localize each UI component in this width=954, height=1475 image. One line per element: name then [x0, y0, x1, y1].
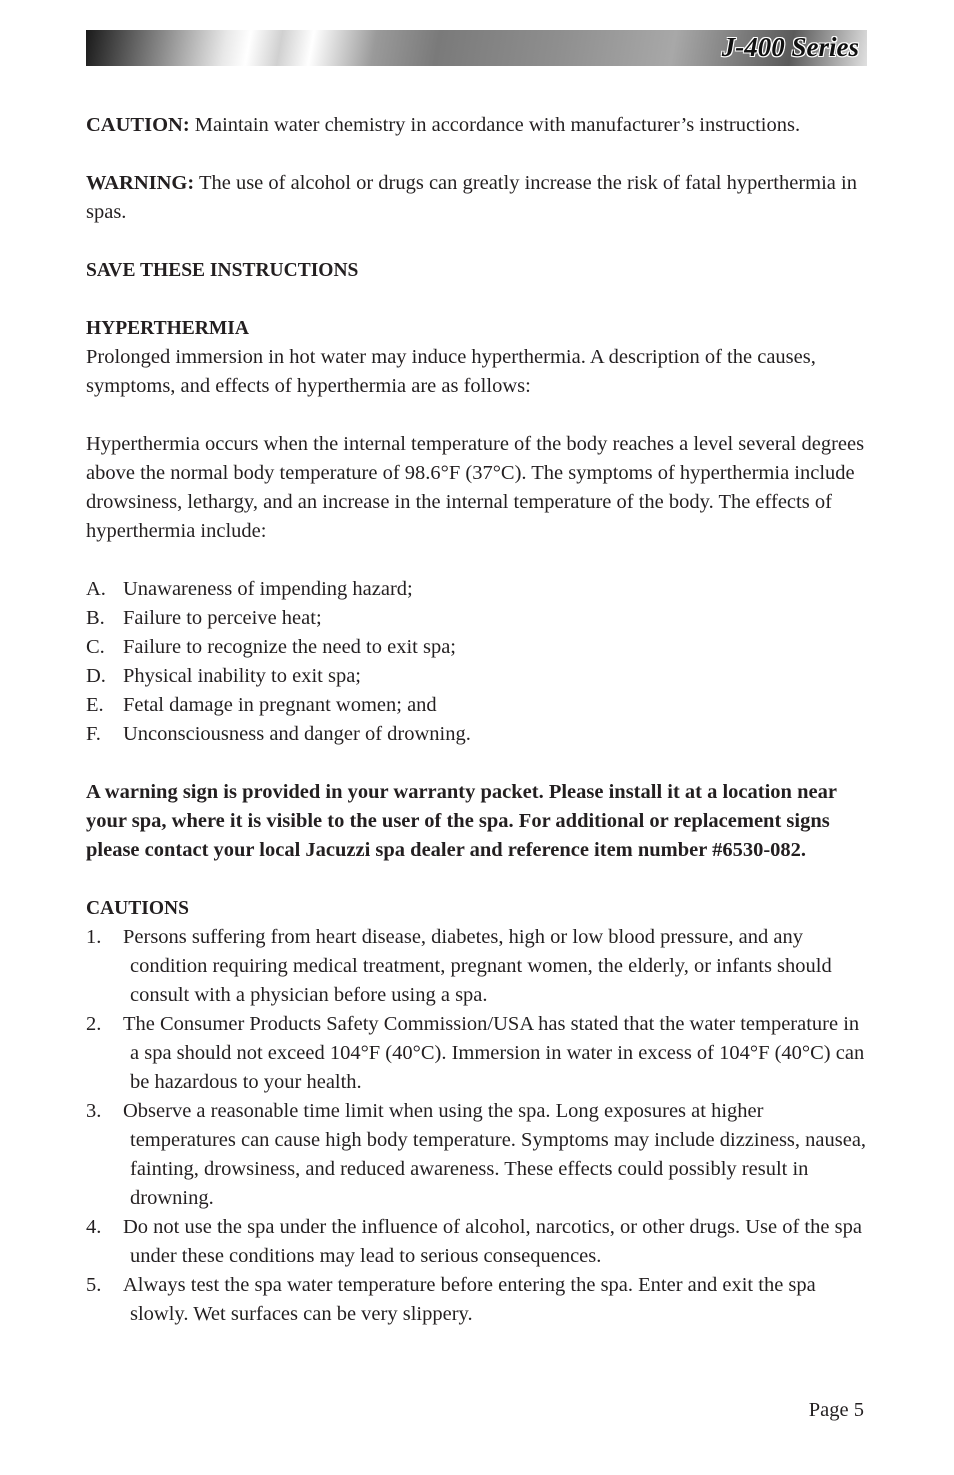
header-banner: [86, 30, 867, 66]
list-text: Persons suffering from heart disease, diabetes, high or low blood pressure, and any condition requiring medical treatment, pregnant women, the elderly, or infants should consult with a physician before using a spa.: [123, 926, 832, 1006]
series-title: J-400 Series: [721, 32, 859, 62]
list-item: [86, 633, 872, 662]
warning-sign-notice: A warning sign is provided in your warranty packet. Please install it at a location near your spa, where it is visible to the user of the spa. For additional or replacement signs please contact your local Jacuzzi spa dealer and reference item number #6530-082.: [86, 781, 837, 861]
list-item: 2. The Consumer Products Safety Commission/USA has stated that the water temperature in a spa should not exceed 104°F (40°C). Immersion in water in excess of 104°F (40°C) can be hazardous to your health.: [86, 1013, 865, 1093]
list-text: Do not use the spa under the influence of alcohol, narcotics, or other drugs. Use of the spa under these conditions may lead to serious consequences.: [123, 1216, 862, 1267]
list-item: 1. Persons suffering from heart disease, diabetes, high or low blood pressure, and any condition requiring medical treatment, pregnant women, the elderly, or infants should consult with a physician before using a spa.: [86, 926, 832, 1006]
list-text: Fetal damage in pregnant women; and: [123, 694, 437, 716]
warning-text: The use of alcohol or drugs can greatly increase the risk of fatal hyperthermia in spas.: [86, 172, 857, 223]
list-marker: E.: [86, 694, 104, 716]
page-content: [86, 111, 872, 1358]
list-text: Physical inability to exit spa;: [123, 665, 362, 687]
list-item: [86, 662, 872, 691]
list-marker: F.: [86, 723, 101, 745]
list-text: The Consumer Products Safety Commission/USA has stated that the water temperature in a spa should not exceed 104°F (40°C). Immersion in water in excess of 104°F (40°C) can be hazardous to your health.: [123, 1013, 865, 1093]
list-item: 3. Observe a reasonable time limit when using the spa. Long exposures at higher temperatures can cause high body temperature. Symptoms may include dizziness, nausea, fainting, drowsiness, and reduced awareness. These effects could possibly result in drowning.: [86, 1100, 867, 1209]
list-text: Observe a reasonable time limit when using the spa. Long exposures at higher temperatures can cause high body temperature. Symptoms may include dizziness, nausea, fainting, drowsiness, and reduced awareness. These effects could possibly result in drowning.: [123, 1100, 867, 1209]
list-item: [86, 691, 872, 720]
warning-label: WARNING:: [86, 172, 195, 194]
list-marker: A.: [86, 578, 106, 600]
list-item: 5. Always test the spa water temperature before entering the spa. Enter and exit the spa slowly. Wet surfaces can be very slippery.: [86, 1274, 816, 1325]
list-item: [86, 575, 872, 604]
hyperthermia-intro: Prolonged immersion in hot water may induce hyperthermia. A description of the causes, symptoms, and effects of hyperthermia are as follows:: [86, 346, 816, 397]
caution-text: Maintain water chemistry in accordance with manufacturer’s instructions.: [189, 114, 801, 136]
save-instructions-heading: SAVE THESE INSTRUCTIONS: [86, 260, 359, 281]
list-text: Failure to recognize the need to exit spa;: [123, 636, 457, 658]
list-marker: C.: [86, 636, 105, 658]
caution-paragraph: [86, 111, 872, 140]
cautions-list: [86, 923, 872, 1329]
list-item: [86, 604, 872, 633]
list-item: 4. Do not use the spa under the influence of alcohol, narcotics, or other drugs. Use of the spa under these conditions may lead to serious consequences.: [86, 1216, 862, 1267]
page-number: Page 5: [808, 1399, 864, 1421]
cautions-heading: CAUTIONS: [86, 898, 189, 919]
list-text: Always test the spa water temperature before entering the spa. Enter and exit the spa slowly. Wet surfaces can be very slippery.: [123, 1274, 816, 1325]
list-marker: D.: [86, 665, 106, 687]
hyperthermia-heading: HYPERTHERMIA: [86, 318, 249, 339]
list-text: Failure to perceive heat;: [123, 607, 322, 629]
list-item: [86, 720, 872, 749]
list-marker: B.: [86, 607, 105, 629]
caution-label: CAUTION:: [86, 114, 190, 136]
list-text: Unconsciousness and danger of drowning.: [123, 723, 471, 745]
list-text: Unawareness of impending hazard;: [123, 578, 413, 600]
effects-list: [86, 575, 872, 749]
hyperthermia-body: Hyperthermia occurs when the internal temperature of the body reaches a level several degrees above the normal body temperature of 98.6°F (37°C). The symptoms of hyperthermia include drowsiness, lethargy, and an increase in the internal temperature of the body. The effects of hyperthermia include:: [86, 433, 865, 542]
warning-paragraph: [86, 169, 872, 227]
